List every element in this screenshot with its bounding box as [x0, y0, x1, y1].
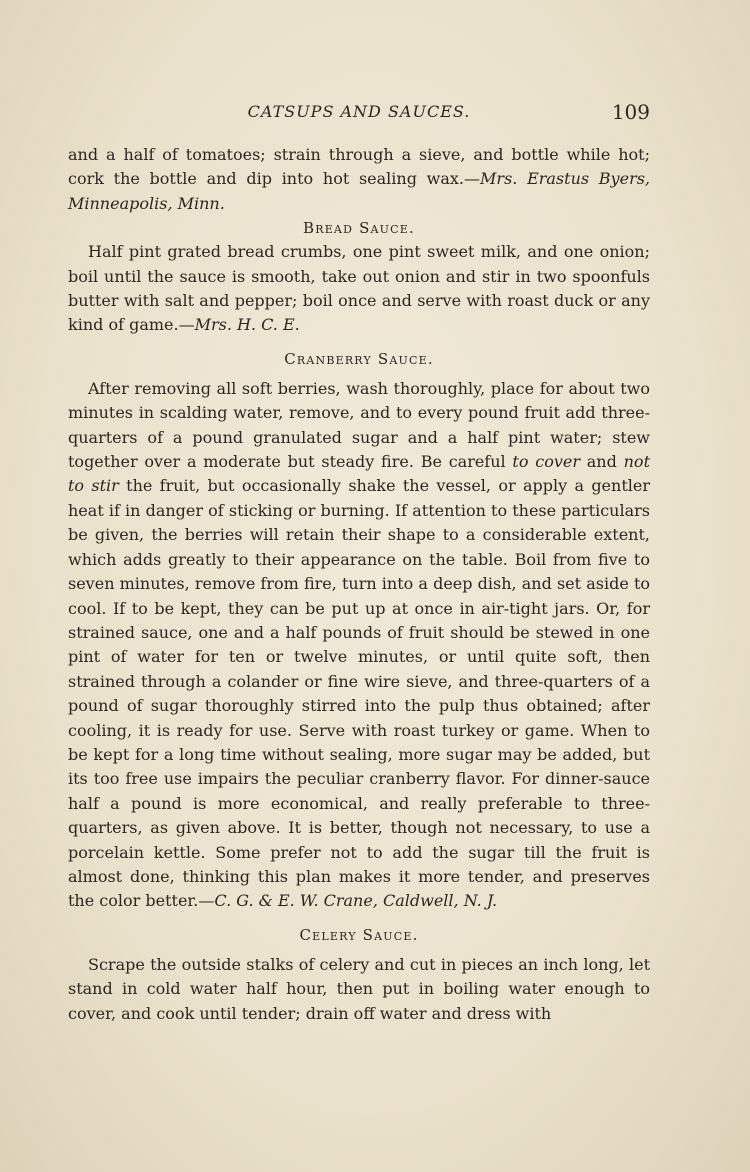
bread-sauce-paragraph	[68, 240, 650, 338]
cranberry-text-2: and	[580, 452, 624, 472]
page-body	[68, 143, 650, 1026]
cranberry-attribution: C. G. & E. W. Crane, Caldwell, N. J.	[214, 891, 498, 911]
cranberry-sauce-heading: Cranberry Sauce.	[284, 349, 434, 368]
bread-sauce-attribution: Mrs. H. C. E.	[194, 315, 300, 335]
continuation-paragraph	[68, 143, 650, 216]
page-number: 109	[611, 100, 650, 124]
celery-sauce-heading: Celery Sauce.	[299, 925, 419, 944]
page-header	[68, 100, 650, 126]
cranberry-emphasis-2: not to stir	[68, 452, 650, 496]
cranberry-emphasis-1: to cover	[512, 452, 580, 472]
bread-sauce-text: Half pint grated bread crumbs, one pint sweet milk, and one onion; boil until the sauce is smooth, take out onion and stir in two spoonfuls butter with salt and pepper; boil once and serve with roast duck or any kind of game.—	[68, 242, 650, 335]
running-title: CATSUPS AND SAUCES.	[247, 102, 471, 121]
cranberry-text-3: the fruit, but occasionally shake the vessel, or apply a gentler heat if in danger of sticking or burning. If attention to these particulars be given, the berries will retain their shape to a considerable extent, which adds greatly to their appearance on the table. Boil from five to seven minutes, remove from fire, turn into a deep dish, and set aside to cool. If to be kept, they can be put up at once in air-tight jars. Or, for strained sauce, one and a half pounds of fruit should be stewed in one pint of water for ten or twelve minutes, or until quite soft, then strained through a colander or fine wire sieve, and three-quarters of a pound of sugar thoroughly stirred into the pulp thus obtained; after cooling, it is ready for use. Serve with roast turkey or game. When to be kept for a long time without sealing, more sugar may be added, but its too free use impairs the peculiar cranberry flavor. For dinner-sauce half a pound is more economical, and really preferable to three-quarters, as given above. It is better, though not necessary, to use a porcelain kettle. Some prefer not to add the sugar till the fruit is almost done, thinking this plan makes it more tender, and preserves the color better.—	[68, 476, 650, 911]
continuation-attribution: Mrs. Erastus Byers, Minneapolis, Minn.	[68, 169, 651, 213]
bread-sauce-heading: Bread Sauce.	[303, 219, 415, 238]
continuation-text: and a half of tomatoes; strain through a sieve, and bottle while hot; cork the bottle and dip into hot sealing wax.—	[68, 145, 650, 189]
celery-sauce-paragraph	[68, 953, 650, 1026]
celery-sauce-text: Scrape the outside stalks of celery and cut in pieces an inch long, let stand in cold water half hour, then put in boiling water enough to cover, and cook until tender; drain off water and dress with	[68, 954, 650, 1023]
cranberry-sauce-paragraph	[68, 377, 650, 914]
cranberry-text-1: After removing all soft berries, wash thoroughly, place for about two minutes in scalding water, remove, and to every pound fruit add three-quarters of a pound granulated sugar and a half pint water; stew together over a moderate but steady fire. Be careful	[68, 378, 650, 472]
